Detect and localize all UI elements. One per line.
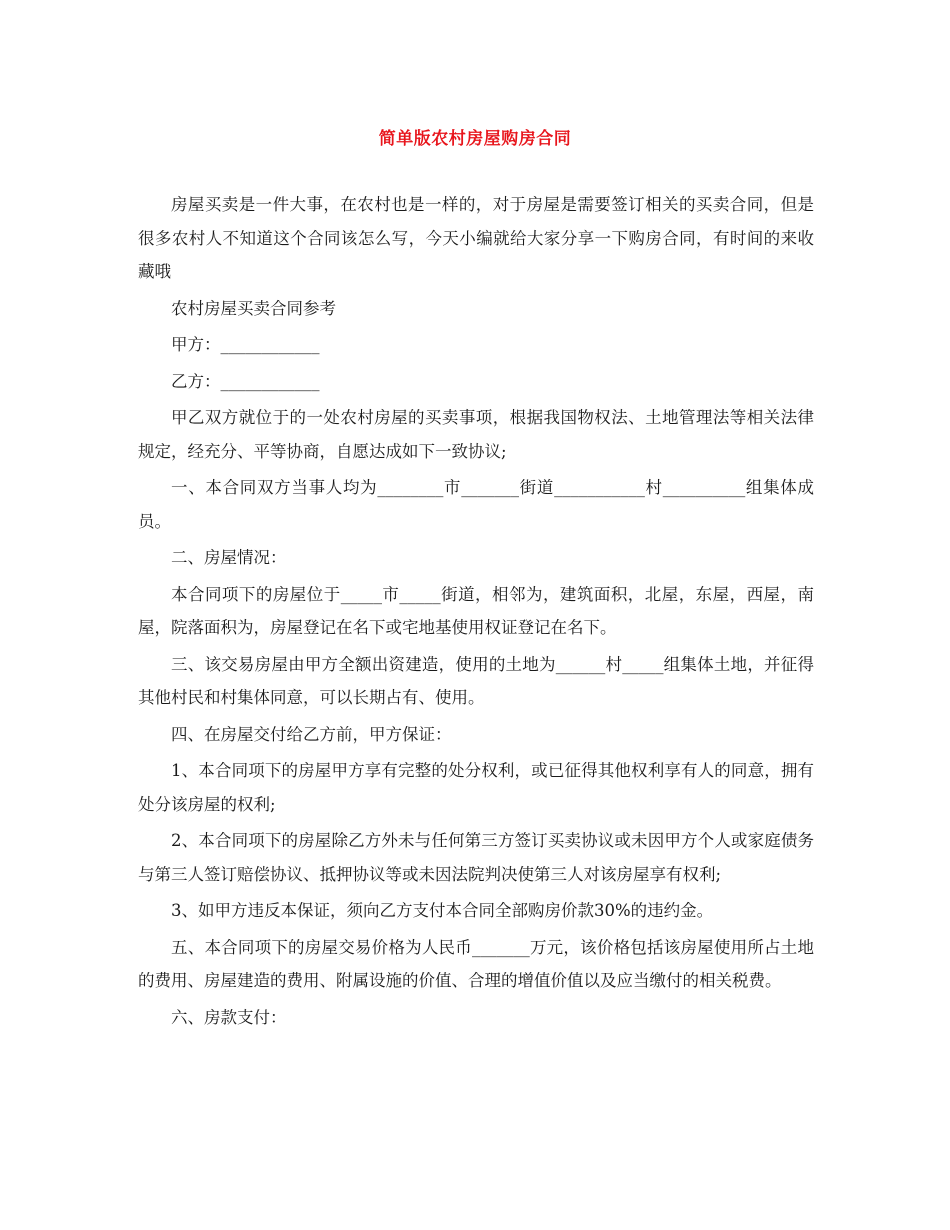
paragraph-reference-heading: 农村房屋买卖合同参考	[171, 298, 336, 318]
clause-2-heading: 二、房屋情况：	[171, 548, 287, 567]
clause-4-item-2: 2、本合同项下的房屋除乙方外未与任何第三方签订买卖协议或未因甲方个人或家庭债务与第三人签订赔偿协议、抵押协议等或未因法院判决使第三人对该房屋享有权利;	[138, 831, 814, 884]
party-a-line: 甲方：____________	[171, 335, 320, 354]
clause-1: 一、本合同双方当事人均为________市_______街道___________村__________组集体成员。	[138, 478, 814, 531]
clause-2-body: 本合同项下的房屋位于_____市_____街道，相邻为，建筑面积，北屋，东屋，西屋，南屋，院落面积为，房屋登记在名下或宅地基使用权证登记在名下。	[138, 584, 814, 637]
document-body	[138, 188, 814, 1037]
clause-4-item-1: 1、本合同项下的房屋甲方享有完整的处分权利，或已征得其他权利享有人的同意，拥有处分该房屋的权利;	[138, 761, 814, 814]
document-title: 简单版农村房屋购房合同	[378, 129, 572, 149]
clause-6-heading: 六、房款支付：	[171, 1007, 287, 1027]
clause-4-heading: 四、在房屋交付给乙方前，甲方保证：	[171, 724, 452, 744]
clause-4-item-3: 3、如甲方违反本保证，须向乙方支付本合同全部购房价款30%的违约金。	[171, 901, 714, 920]
clause-5: 五、本合同项下的房屋交易价格为人民币_______万元，该价格包括该房屋使用所占土地的费用、房屋建造的费用、附属设施的价值、合理的增值价值以及应当缴付的相关税费。	[138, 937, 814, 990]
clause-3: 三、该交易房屋由甲方全额出资建造，使用的土地为______村_____组集体土地，并征得其他村民和村集体同意，可以长期占有、使用。	[138, 654, 814, 707]
paragraph-intro: 房屋买卖是一件大事，在农村也是一样的，对于房屋是需要签订相关的买卖合同，但是很多农村人不知道这个合同该怎么写，今天小编就给大家分享一下购房合同，有时间的来收藏哦	[138, 195, 814, 281]
paragraph-agreement-preamble: 甲乙双方就位于的一处农村房屋的买卖事项，根据我国物权法、土地管理法等相关法律规定，经充分、平等协商，自愿达成如下一致协议;	[138, 408, 814, 461]
party-b-line: 乙方：____________	[171, 371, 320, 391]
